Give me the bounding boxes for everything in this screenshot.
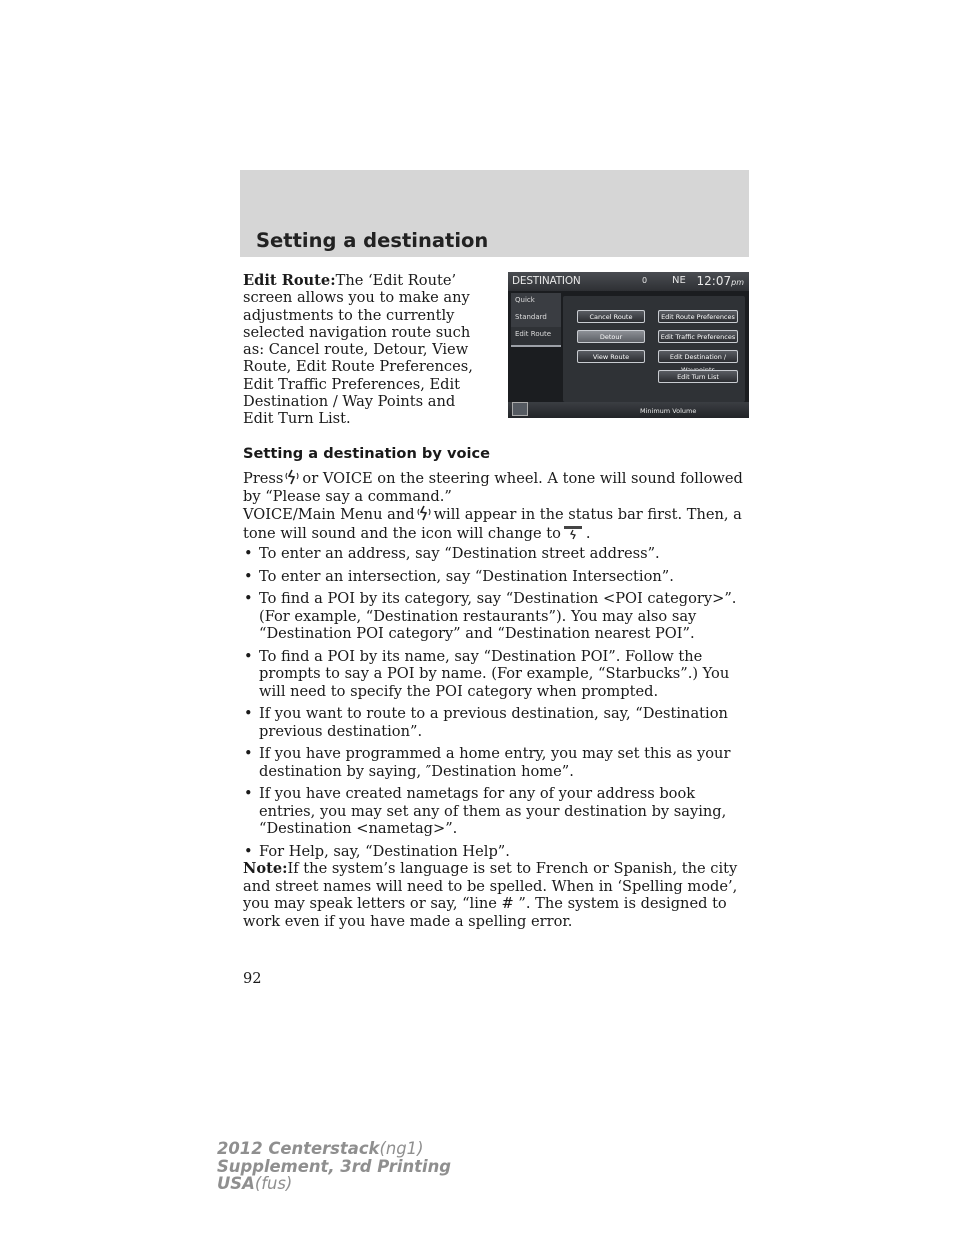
clock-time: 12:07 [696,274,732,288]
footer-line-3 [217,1175,451,1193]
listening-icon [563,524,583,540]
volume-status: Minimum Volume [640,407,697,415]
list-item: • If you want to route to a previous destination, say, “Destination previous destination”. [243,705,753,740]
screen-tab-quick[interactable]: Quick [511,293,561,313]
edit-turn-list-button[interactable]: Edit Turn List [658,370,738,383]
list-item: • To find a POI by its name, say “Destination POI”. Follow the prompts to say a POI by name. (For example, “Starbucks”.) You will need to specify the POI category when prompted. [243,648,753,701]
voice-section-heading: Setting a destination by voice [243,445,491,462]
edit-destination-waypoints-button[interactable]: Edit Destination / [658,350,738,363]
edit-route-label: Edit Route: [243,272,336,289]
list-item: • To enter an intersection, say “Destination Intersection”. [243,568,753,586]
list-item: • To enter an address, say “Destination street address”. [243,545,753,563]
footer-line-1 [217,1140,451,1158]
para2-post: will appear in the status bar first. Then, a tone will sound and the icon will change to [243,506,742,542]
screen-bottom-bar [508,402,749,418]
status-bar-paragraph [243,505,753,542]
edit-route-intro [243,272,483,428]
voice-icon [285,469,299,485]
para2-pre: VOICE/Main Menu and [243,506,415,523]
footer-product: 2012 Centerstack [217,1139,380,1158]
detour-button[interactable]: Detour [577,330,645,343]
document-footer [217,1140,451,1193]
para1-pre: Press [243,470,284,487]
clock-suffix: pm [731,278,744,287]
view-route-button[interactable]: View Route [577,350,645,363]
note-paragraph [243,860,753,930]
note-label: Note: [243,860,288,877]
list-item: • To find a POI by its category, say “Destination <POI category>”. (For example, “Destination restaurants”). You may also say “Destination POI category” and “Destination nearest POI”. [243,590,753,643]
edit-traffic-preferences-button[interactable]: Edit Traffic Preferences [658,330,738,343]
para1-post: or VOICE on the steering wheel. A tone will sound followed by “Please say a command.” [243,470,743,505]
voice-command-list [243,545,753,865]
cancel-route-button[interactable]: Cancel Route [577,310,645,323]
screen-clock [697,274,744,288]
footer-code: (ng1) [379,1139,424,1158]
footer-region-code: (fus) [254,1174,293,1193]
note-text: If the system’s language is set to French or Spanish, the city and street names will need to be spelled. When in ‘Spelling mode’, you may speak letters or say, “line # ”. The system is designed to work even if you have made a spelling error. [243,860,738,930]
para2-end: . [585,524,591,542]
screen-zero-indicator: 0 [642,276,648,285]
home-icon[interactable] [512,402,528,416]
footer-region: USA [217,1174,255,1193]
screen-compass: NE [672,275,686,286]
screen-tab-standard[interactable]: Standard [511,310,561,330]
screen-title: DESTINATION [512,275,581,287]
screen-status-bar [508,272,749,291]
footer-line-2: Supplement, 3rd Printing [217,1156,451,1176]
list-item: • If you have created nametags for any of your address book entries, you may set any of them as your destination by saying, “Destination <nametag>”. [243,785,753,838]
destination-screen-image [508,272,749,418]
edit-route-preferences-button[interactable]: Edit Route Preferences [658,310,738,323]
edit-route-text: The ‘Edit Route’ screen allows you to make any adjustments to the currently selected navigation route such as: Cancel route, Detour, View Route, Edit Route Preferences, Edit Traffic Preferences, Edit Destination / Way Points and Edit Turn List. [243,272,473,428]
screen-tab-edit-route[interactable]: Edit Route [511,327,561,347]
list-item: • For Help, say, “Destination Help”. [243,843,753,861]
section-title: Setting a destination [256,229,489,252]
list-item: • If you have programmed a home entry, you may set this as your destination by saying, ″Destination home”. [243,745,753,780]
press-voice-paragraph [243,469,753,505]
section-header-bar [240,170,749,257]
voice-icon [417,505,431,521]
page-number: 92 [243,970,262,987]
